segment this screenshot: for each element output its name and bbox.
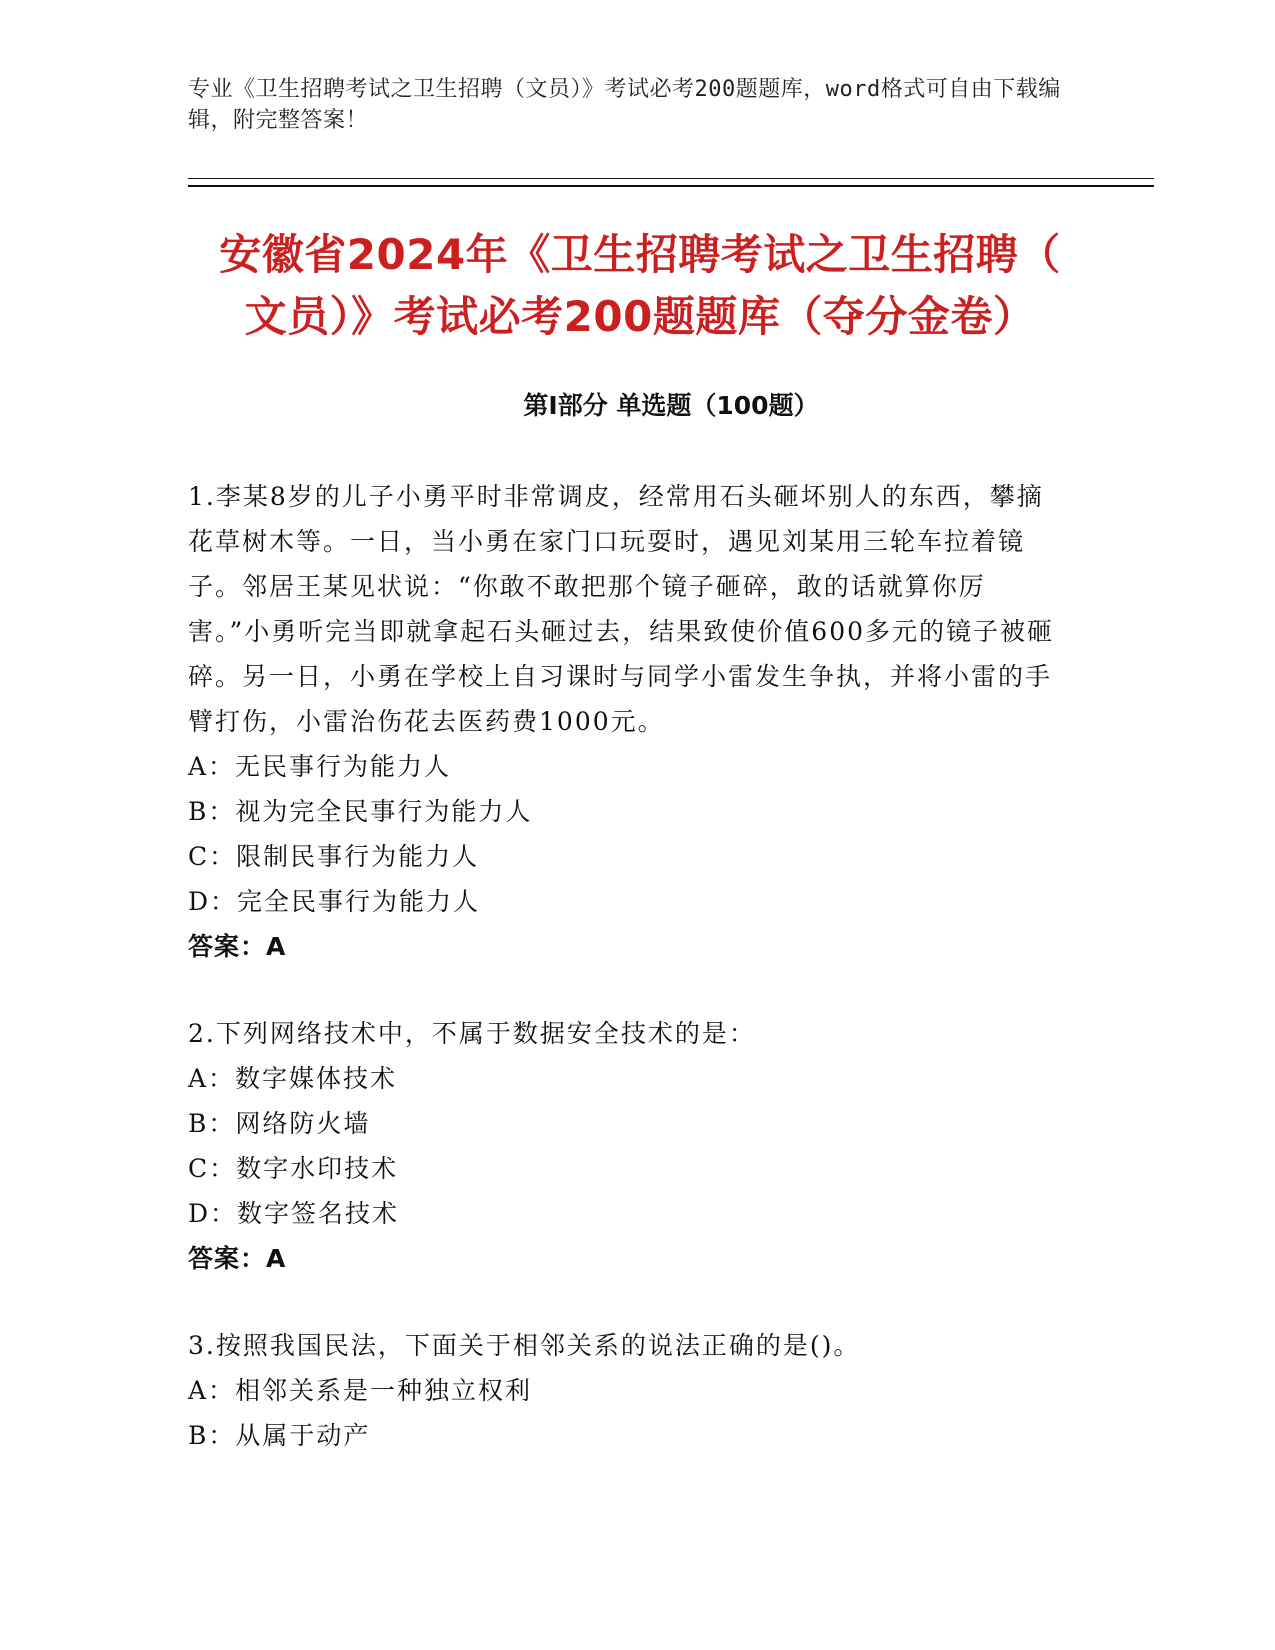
option-a: A：相邻关系是一种独立权利	[188, 1376, 533, 1405]
question-2	[188, 1011, 1068, 1281]
option-d: D：完全民事行为能力人	[188, 887, 481, 916]
question-stem: 3.按照我国民法，下面关于相邻关系的说法正确的是()。	[188, 1331, 861, 1360]
option-a: A：无民事行为能力人	[188, 752, 452, 781]
option-c: C：数字水印技术	[188, 1154, 399, 1183]
answer: 答案：A	[188, 1244, 287, 1273]
option-b: B：网络防火墙	[188, 1109, 371, 1138]
option-b: B：从属于动产	[188, 1421, 371, 1450]
question-stem: 2.下列网络技术中，不属于数据安全技术的是：	[188, 1019, 756, 1048]
option-a: A：数字媒体技术	[188, 1064, 398, 1093]
question-3	[188, 1323, 1068, 1458]
header-note: 专业《卫生招聘考试之卫生招聘（文员）》考试必考200题题库，word格式可自由下载编辑，附完整答案！	[188, 77, 1061, 133]
page-title-line-2: 文员）》考试必考200题题库（夺分金卷）	[244, 292, 1036, 341]
page-title-line-1: 安徽省2024年《卫生招聘考试之卫生招聘（	[219, 230, 1061, 279]
question-list	[188, 474, 1068, 1500]
page-title	[160, 224, 1120, 348]
answer: 答案：A	[188, 932, 287, 961]
header-divider-thin	[188, 178, 1154, 179]
option-d: D：数字签名技术	[188, 1199, 400, 1228]
option-b: B：视为完全民事行为能力人	[188, 797, 533, 826]
option-c: C：限制民事行为能力人	[188, 842, 480, 871]
header-divider-thick	[188, 185, 1154, 187]
question-stem: 1.李某8岁的儿子小勇平时非常调皮，经常用石头砸坏别人的东西，攀摘花草树木等。一日，当小勇在家门口玩耍时，遇见刘某用三轮车拉着镜子。邻居王某见状说：“你敢不敢把那个镜子砸碎，敢的话就算你厉害。”小勇听完当即就拿起石头砸过去，结果致使价值600多元的镜子被砸碎。另一日，小勇在学校上自习课时与同学小雷发生争执，并将小雷的手臂打伤，小雷治伤花去医药费1000元。	[188, 482, 1055, 736]
question-1	[188, 474, 1068, 969]
section-heading: 第Ⅰ部分 单选题（100题）	[523, 391, 819, 420]
